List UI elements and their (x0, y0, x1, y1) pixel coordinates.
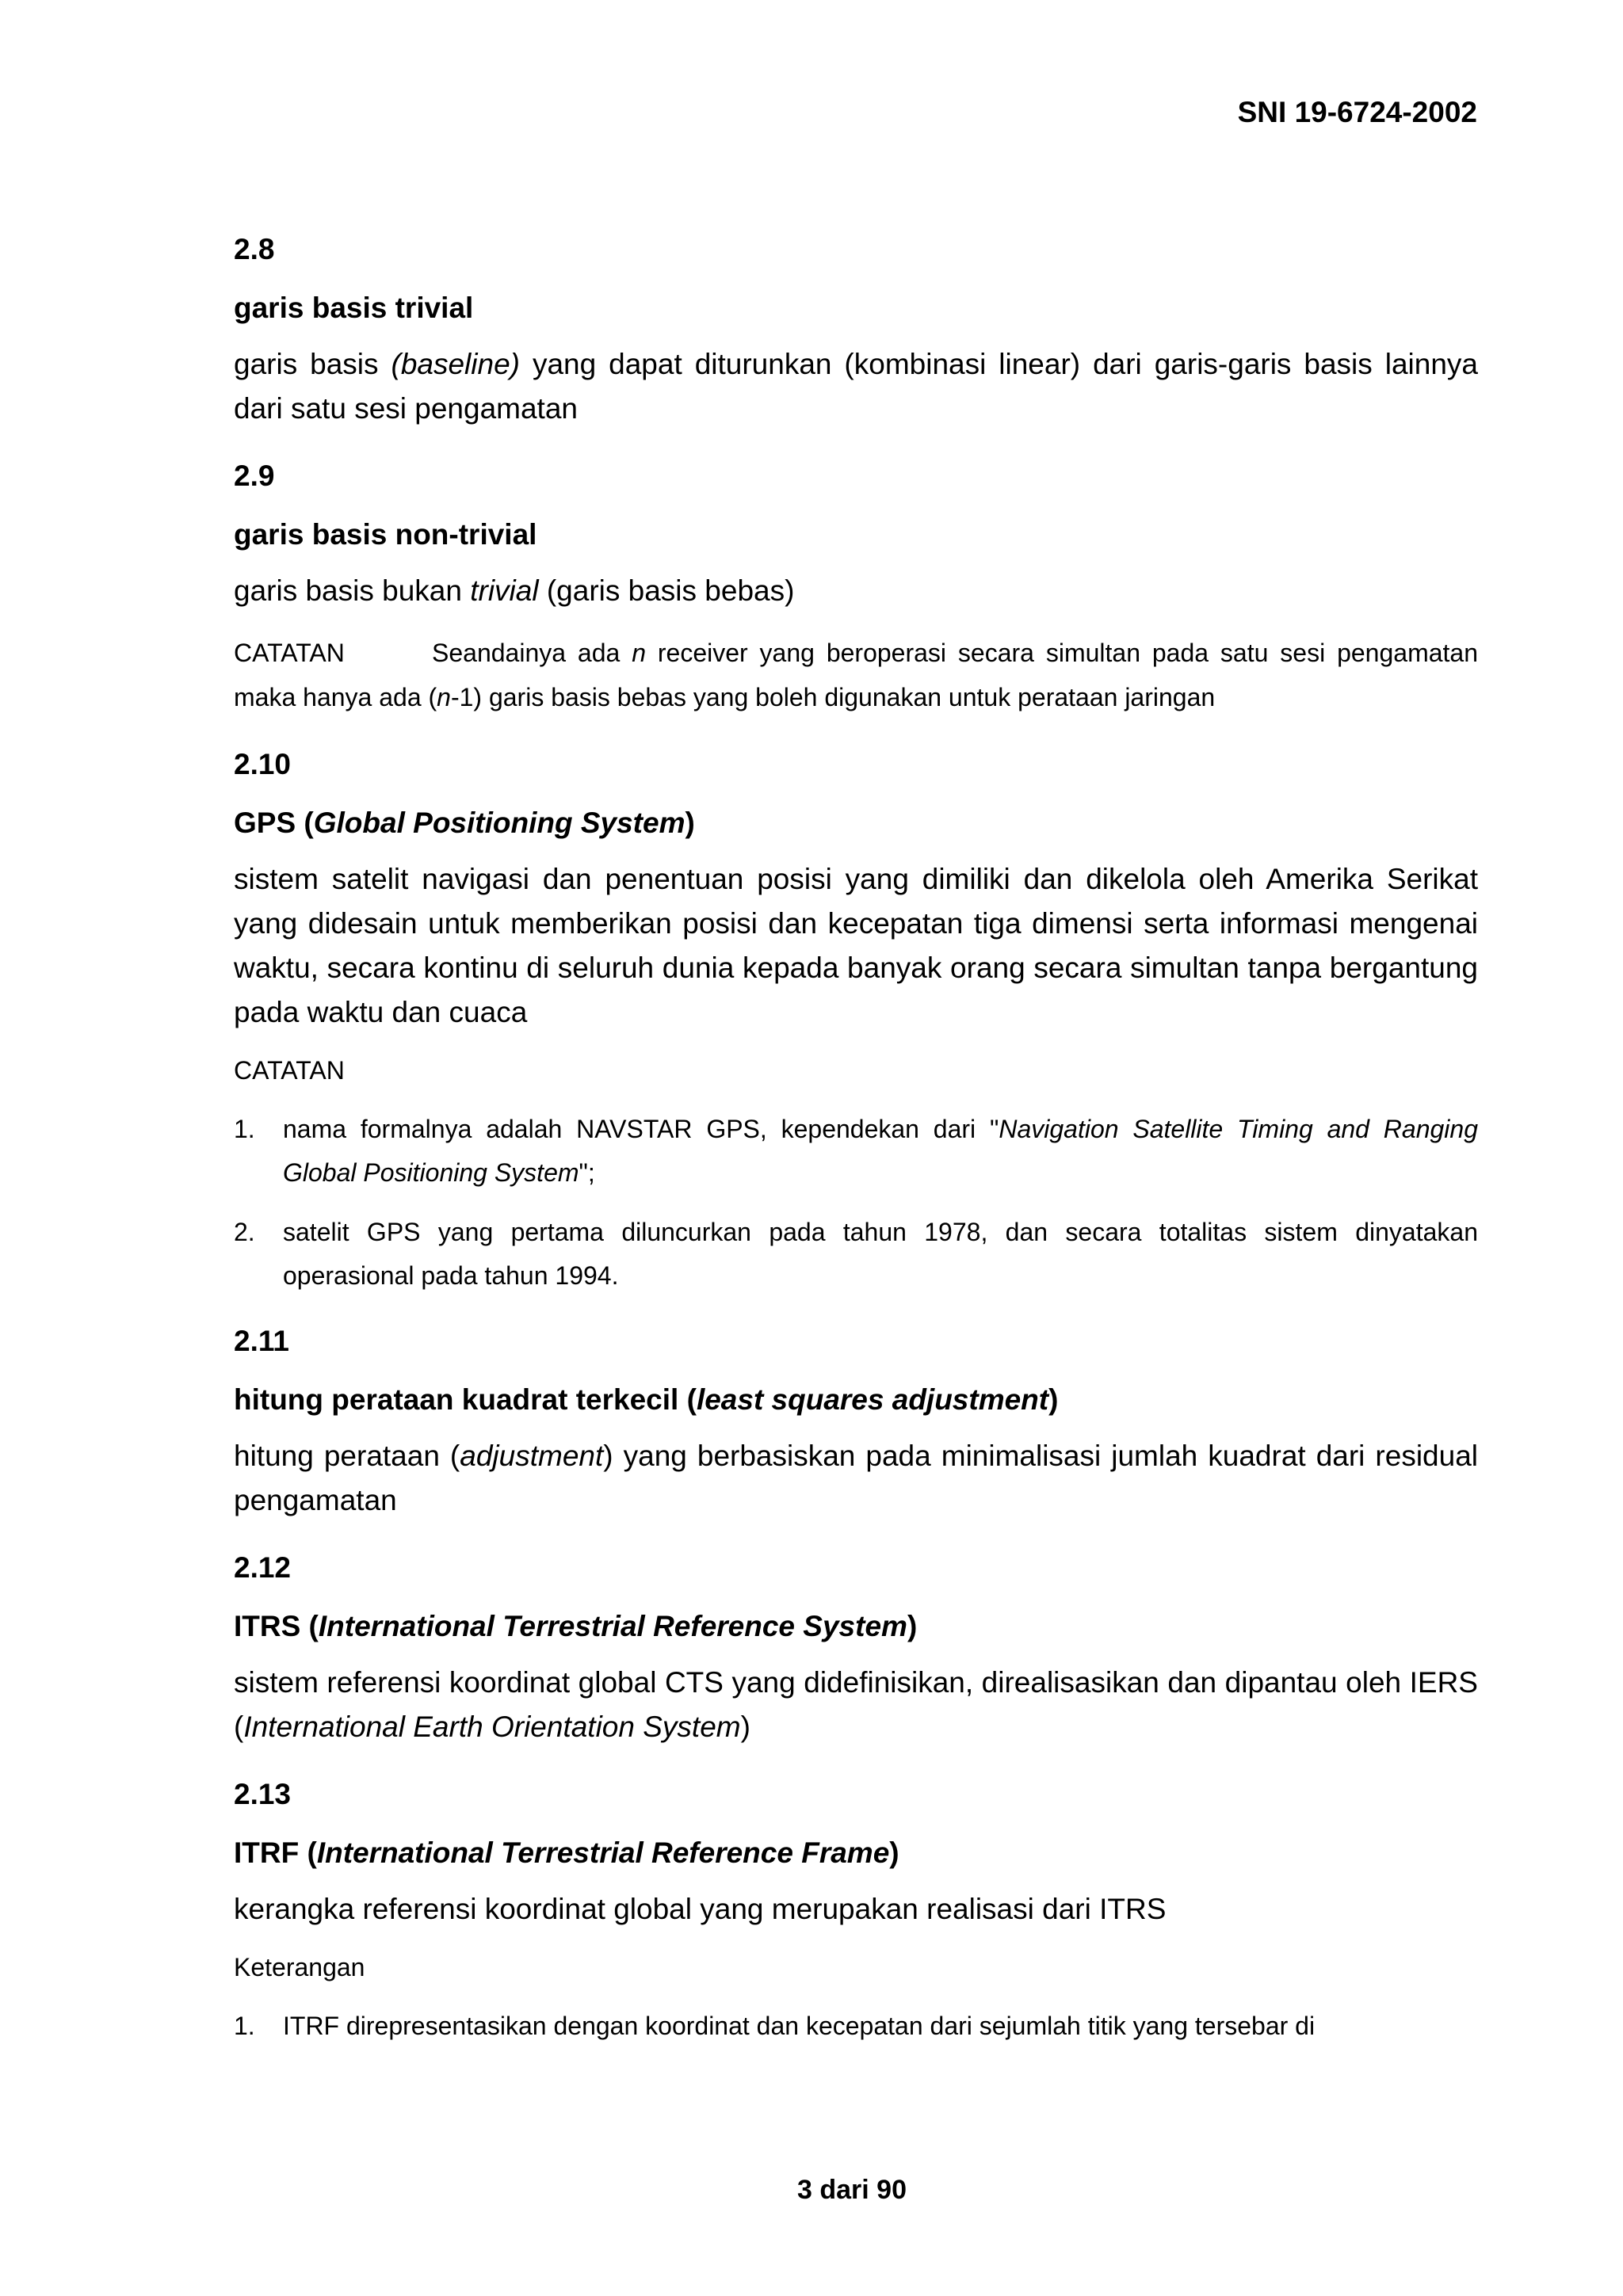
term-title: garis basis non-trivial (234, 518, 537, 551)
note-label: CATATAN (234, 639, 345, 667)
section-number: 2.12 (234, 1551, 292, 1584)
term-definition: kerangka referensi koordinat global yang merupakan realisasi dari ITRS (234, 1893, 1167, 1925)
section-number: 2.10 (234, 748, 292, 780)
note-label: CATATAN (234, 1056, 345, 1085)
document-code: SNI 19-6724-2002 (1237, 96, 1477, 128)
list-item: 1. nama formalnya adalah NAVSTAR GPS, kependekan dari "Navigation Satellite Timing and Ranging Global Positioning System"; (234, 1108, 1478, 1195)
term-title: ITRF (International Terrestrial Reference Frame) (234, 1836, 899, 1869)
term-definition: garis basis bukan trivial (garis basis bebas) (234, 574, 795, 607)
list-marker: 2. (234, 1218, 255, 1246)
term-title: GPS (Global Positioning System) (234, 807, 695, 839)
document-body (234, 231, 1478, 2073)
section-number: 2.13 (234, 1778, 292, 1810)
term-title: garis basis trivial (234, 292, 474, 324)
term-definition: garis basis (baseline) yang dapat diturunkan (kombinasi linear) dari garis-garis basis lainnya dari satu sesi pengamatan (234, 348, 1478, 425)
list-marker: 1. (234, 2012, 255, 2040)
page-number: 3 dari 90 (797, 2175, 907, 2205)
term-title: ITRS (International Terrestrial Reference System) (234, 1610, 918, 1642)
list-marker: 1. (234, 1115, 255, 1143)
note-label: Keterangan (234, 1953, 365, 1981)
list-item: 1. ITRF direpresentasikan dengan koordinat dan kecepatan dari sejumlah titik yang tersebar di (234, 2004, 1478, 2048)
note-paragraph: CATATAN Seandainya ada n receiver yang beroperasi secara simultan pada satu sesi pengamatan maka hanya ada (n-1) garis basis bebas yang boleh digunakan untuk perataan jaringan (234, 631, 1478, 719)
term-title: hitung perataan kuadrat terkecil (least squares adjustment) (234, 1383, 1059, 1416)
section-number: 2.9 (234, 460, 275, 492)
term-definition: hitung perataan (adjustment) yang berbasiskan pada minimalisasi jumlah kuadrat dari residual pengamatan (234, 1440, 1479, 1516)
note-list (234, 2004, 1478, 2048)
section-number: 2.11 (234, 1325, 289, 1357)
term-definition: sistem satelit navigasi dan penentuan posisi yang dimiliki dan dikelola oleh Amerika Serikat yang didesain untuk memberikan posisi dan kecepatan tiga dimensi serta informasi mengenai waktu, secara kontinu di seluruh dunia kepada banyak orang secara simultan tanpa bergantung pada waktu dan cuaca (234, 863, 1478, 1028)
section-number: 2.8 (234, 233, 275, 265)
note-list (234, 1108, 1478, 1298)
list-item: 2. satelit GPS yang pertama diluncurkan pada tahun 1978, dan secara totalitas sistem dinyatakan operasional pada tahun 1994. (234, 1211, 1478, 1298)
term-definition: sistem referensi koordinat global CTS yang didefinisikan, direalisasikan dan dipantau oleh IERS (International Earth Orientation System) (234, 1666, 1478, 1743)
